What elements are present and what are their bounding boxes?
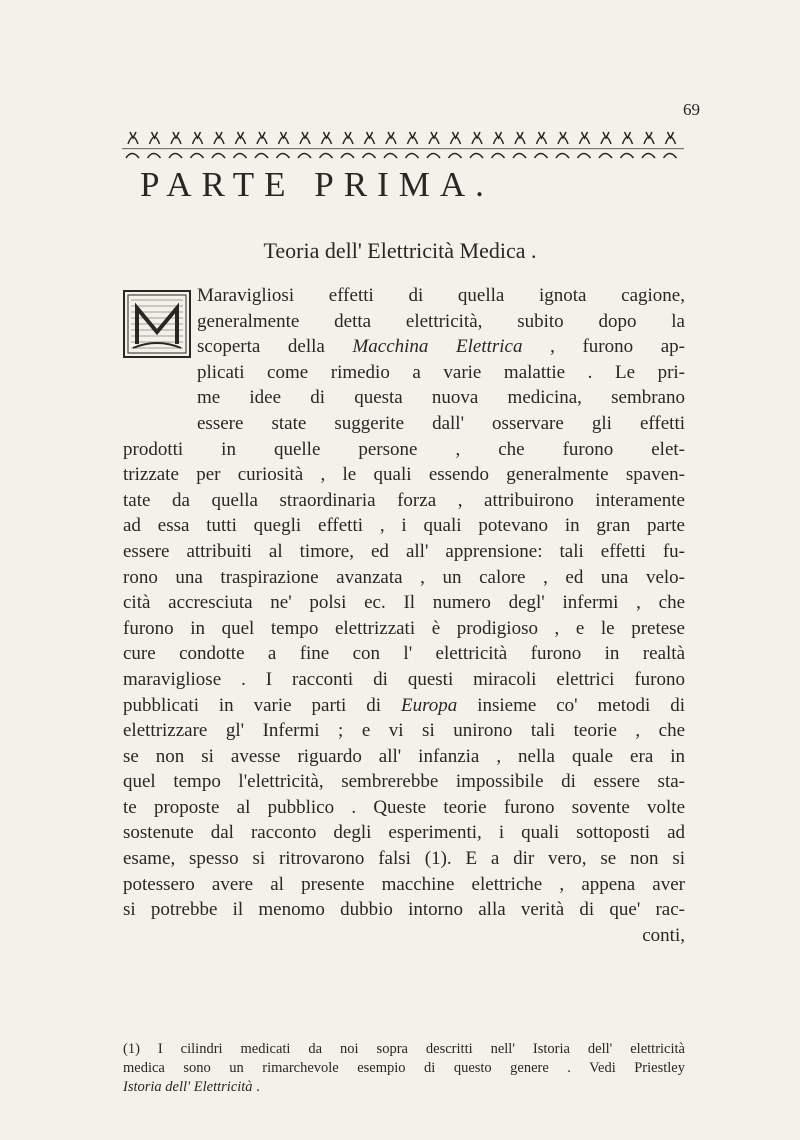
body-line: rono una traspirazione avanzata , un calore , ed una velo- <box>123 566 685 588</box>
body-line: plicati come rimedio a varie malattie . Le pri- <box>197 361 685 383</box>
body-line: pubblicati in varie parti di Europa insieme co' metodi di <box>123 694 685 716</box>
body-line: trizzate per curiosità , le quali essendo generalmente spaven- <box>123 464 685 486</box>
body-line: cure condotte a fine con l' elettricità furono in realtà <box>123 643 685 665</box>
body-line: cità accresciuta ne' polsi ec. Il numero degl' infermi , che <box>123 592 685 614</box>
body-line: sostenute dal racconto degli esperimenti, i quali sottoposti ad <box>123 822 685 844</box>
body-line: furono in quel tempo elettrizzati è prodigioso , e le pretese <box>123 617 685 639</box>
body-line: te proposte al pubblico . Queste teorie furono sovente volte <box>123 796 685 818</box>
part-title: PARTE PRIMA. <box>140 165 494 204</box>
body-line: maravigliose . I racconti di questi miracoli elettrici furono <box>123 668 685 690</box>
footnote-line: (1) I cilindri medicati da noi sopra descritti nell' Istoria dell' elettricità <box>123 1041 685 1057</box>
body-line: me idee di questa nuova medicina, sembrano <box>197 387 685 409</box>
footnote <box>123 1040 685 1097</box>
body-line: conti, <box>642 924 685 946</box>
body-text <box>123 283 685 948</box>
body-line: se non si avesse riguardo all' infanzia , nella quale era in <box>123 745 685 767</box>
body-line: potessero avere al presente macchine elettriche , appena aver <box>123 873 685 895</box>
subtitle: Teoria dell' Elettricità Medica . <box>263 238 537 263</box>
body-line: prodotti in quelle persone , che furono elet- <box>123 438 685 460</box>
body-line: tate da quella straordinaria forza , attribuirono interamente <box>123 489 685 511</box>
body-line: Maravigliosi effetti di quella ignota cagione, <box>197 285 685 306</box>
footnote-line: medica sono un rimarchevole esempio di questo genere . Vedi Priestley <box>123 1060 685 1076</box>
body-line: scoperta della Macchina Elettrica , furono ap- <box>197 336 685 358</box>
footnote-line: Istoria dell' Elettricità . <box>123 1079 260 1095</box>
body-line: essere attribuiti al timore, ed all' apprensione: tali effetti fu- <box>123 540 685 562</box>
body-line: si potrebbe il menomo dubbio intorno alla verità di que' rac- <box>123 899 685 921</box>
body-line: quel tempo l'elettricità, sembrerebbe impossibile di essere sta- <box>123 771 685 793</box>
body-line: essere state suggerite dall' osservare gli effetti <box>197 412 685 434</box>
decorative-ornament-band <box>122 128 684 162</box>
body-line: generalmente detta elettricità, subito dopo la <box>197 310 685 332</box>
page-number: 69 <box>683 100 700 119</box>
body-line: ad essa tutti quegli effetti , i quali potevano in gran parte <box>123 515 685 537</box>
body-line: elettrizzare gl' Infermi ; e vi si unirono tali teorie , che <box>123 720 685 742</box>
body-line: esame, spesso si ritrovarono falsi (1). E a dir vero, se non si <box>123 848 685 870</box>
